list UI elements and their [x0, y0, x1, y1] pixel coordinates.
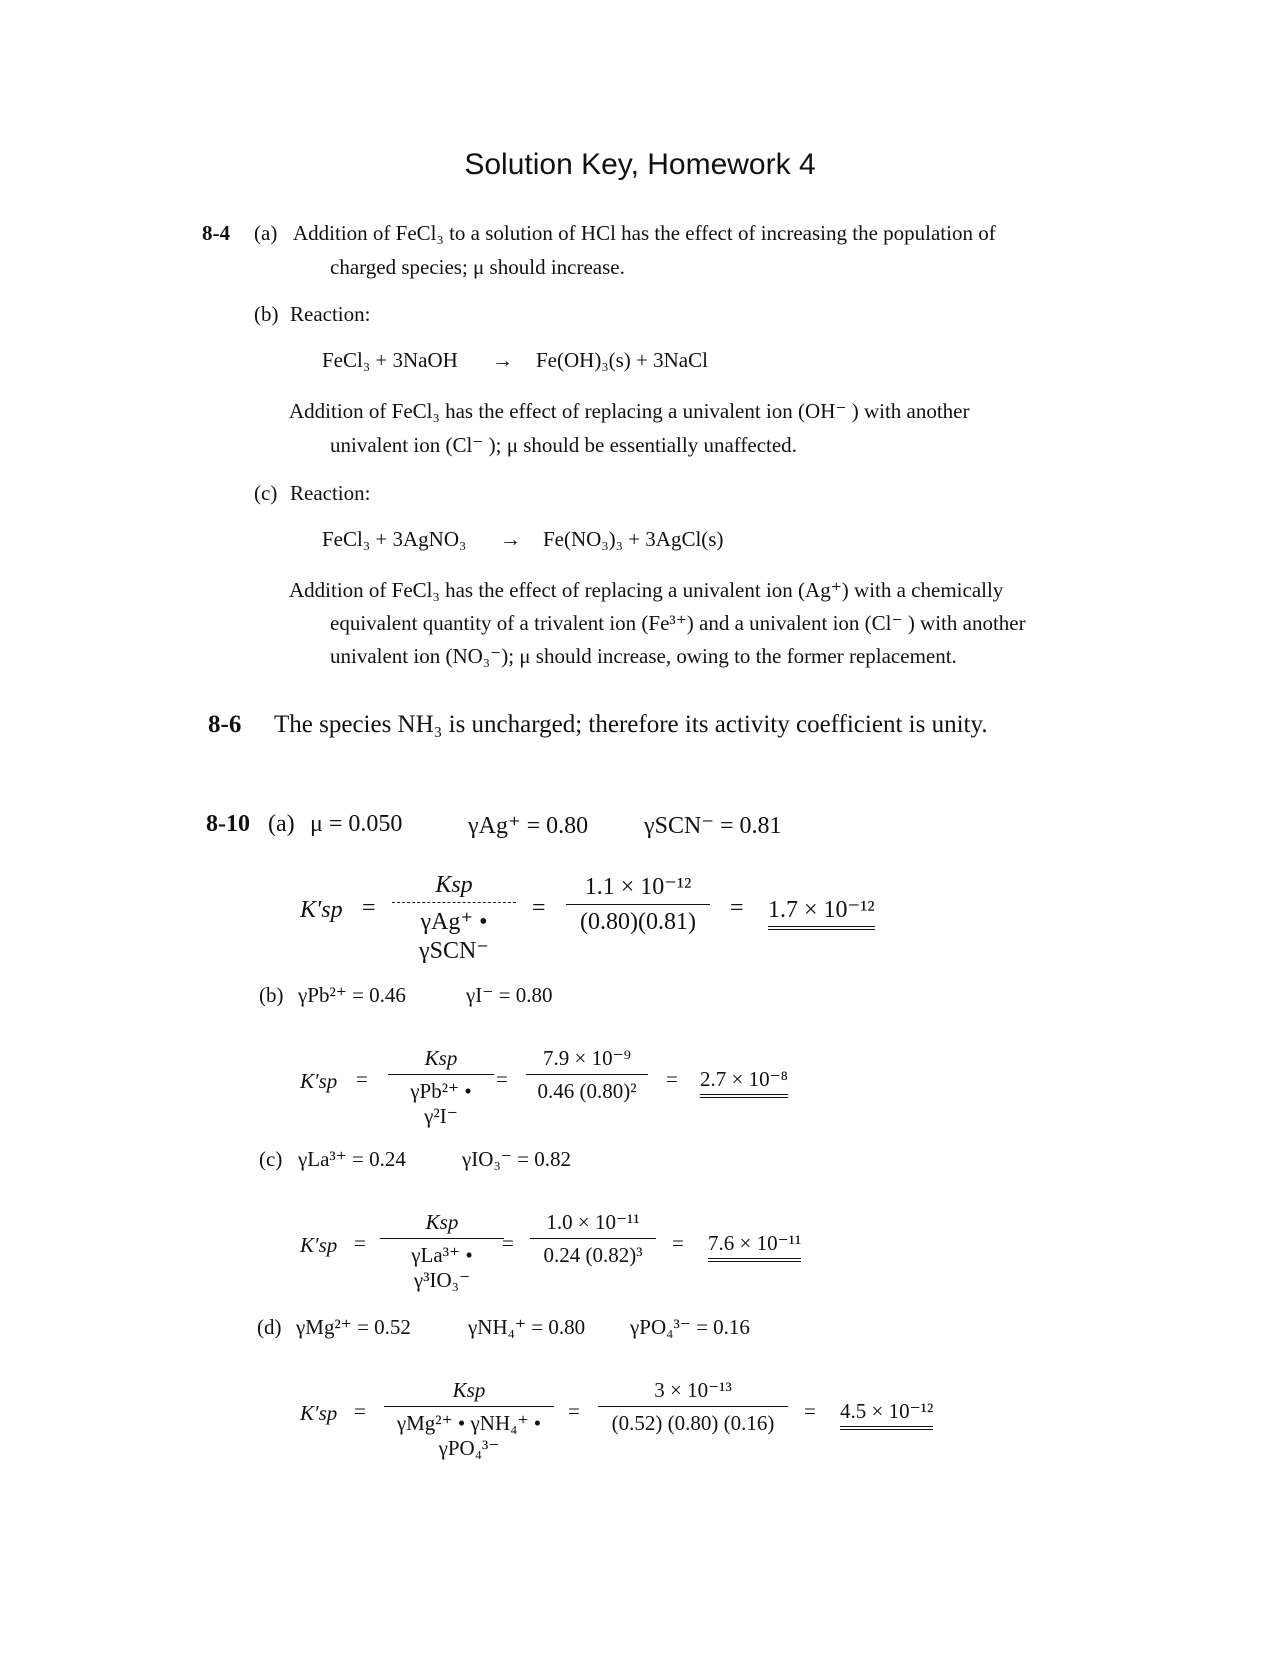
fraction-c1-den: γLa³⁺ • γ³IO₃⁻: [380, 1238, 504, 1293]
equals-d3: =: [804, 1399, 816, 1423]
fraction-c2-den: 0.24 (0.82)³: [530, 1238, 656, 1268]
p84-a-line1: Addition of FeCl₃ to a solution of HCl has the effect of increasing the population of: [293, 221, 996, 245]
part-tag-c-810: (c): [259, 1147, 283, 1171]
result-c: 7.6 × 10⁻¹¹: [708, 1231, 801, 1262]
equals-a2: =: [532, 895, 546, 921]
fraction-a1: [392, 872, 516, 965]
fraction-c2-num: 1.0 × 10⁻¹¹: [546, 1210, 640, 1234]
p84-b-line2: univalent ion (Cl⁻ ); μ should be essentially unaffected.: [330, 433, 797, 457]
problem-label-8-6: 8-6: [208, 711, 242, 738]
fraction-b2-den: 0.46 (0.80)²: [526, 1074, 648, 1104]
gamma-scn: γSCN⁻ = 0.81: [644, 813, 782, 839]
part-tag-b: (b): [254, 302, 279, 326]
fraction-b2: [526, 1046, 648, 1104]
ksp-prime-a: K′sp: [300, 897, 343, 923]
part-tag-d-810: (d): [257, 1315, 282, 1339]
gamma-po4: γPO₄³⁻ = 0.16: [630, 1315, 750, 1339]
p84-b-line1: Addition of FeCl₃ has the effect of replacing a univalent ion (OH⁻ ) with another: [289, 399, 970, 423]
part-tag-a-810: (a): [268, 811, 295, 837]
p84-c-head: Reaction:: [290, 481, 371, 505]
fraction-d1-num: Ksp: [452, 1378, 486, 1402]
ionic-strength-a: μ = 0.050: [310, 811, 403, 837]
p84-c-line1: Addition of FeCl₃ has the effect of replacing a univalent ion (Ag⁺) with a chemically: [289, 578, 1004, 602]
p86-text: The species NH₃ is uncharged; therefore its activity coefficient is unity.: [274, 711, 988, 738]
equals-c2: =: [502, 1231, 514, 1255]
ksp-prime-c: K′sp: [300, 1233, 338, 1257]
fraction-d1: [384, 1378, 554, 1461]
ksp-prime-d: K′sp: [300, 1401, 338, 1425]
page-title: Solution Key, Homework 4: [464, 148, 816, 181]
result-b: 2.7 × 10⁻⁸: [700, 1067, 788, 1098]
part-tag-c: (c): [254, 481, 278, 505]
fraction-a1-num: Ksp: [435, 872, 473, 898]
p84-c-line3: univalent ion (NO₃⁻); μ should increase, owing to the former replacement.: [330, 644, 957, 668]
p84-b-rhs: Fe(OH)₃(s) + 3NaCl: [536, 348, 708, 372]
equals-b2: =: [496, 1067, 508, 1091]
gamma-la: γLa³⁺ = 0.24: [298, 1147, 406, 1171]
part-tag-b-810: (b): [259, 983, 284, 1007]
p84-b-lhs: FeCl₃ + 3NaOH: [322, 348, 458, 372]
fraction-d2: [598, 1378, 788, 1436]
fraction-b1-den: γPb²⁺ • γ²I⁻: [388, 1074, 494, 1129]
fraction-b1-num: Ksp: [424, 1046, 458, 1070]
equals-b1: =: [356, 1067, 368, 1091]
gamma-io3: γIO₃⁻ = 0.82: [462, 1147, 571, 1171]
fraction-c1: [380, 1210, 504, 1293]
fraction-d2-num: 3 × 10⁻¹³: [654, 1378, 732, 1402]
p84-b-head: Reaction:: [290, 302, 371, 326]
equals-d1: =: [354, 1399, 366, 1423]
fraction-b2-num: 7.9 × 10⁻⁹: [543, 1046, 631, 1070]
fraction-a2-den: (0.80)(0.81): [566, 904, 710, 936]
reaction-arrow-c: →: [500, 527, 521, 551]
fraction-c1-num: Ksp: [425, 1210, 459, 1234]
p84-a-line2: charged species; μ should increase.: [330, 255, 625, 279]
fraction-a2: [566, 872, 710, 936]
part-tag-a: (a): [254, 221, 278, 245]
equals-b3: =: [666, 1067, 678, 1091]
result-d: 4.5 × 10⁻¹²: [840, 1399, 933, 1430]
gamma-nh4: γNH₄⁺ = 0.80: [468, 1315, 586, 1339]
fraction-a2-num: 1.1 × 10⁻¹²: [584, 874, 692, 900]
fraction-c2: [530, 1210, 656, 1268]
equals-d2: =: [568, 1399, 580, 1423]
gamma-mg: γMg²⁺ = 0.52: [296, 1315, 411, 1339]
gamma-ag: γAg⁺ = 0.80: [468, 813, 589, 839]
p84-c-rhs: Fe(NO₃)₃ + 3AgCl(s): [543, 527, 724, 551]
result-a: 1.7 × 10⁻¹²: [768, 895, 875, 930]
p84-c-line2: equivalent quantity of a trivalent ion (Fe³⁺) and a univalent ion (Cl⁻ ) with another: [330, 611, 1026, 635]
p84-c-lhs: FeCl₃ + 3AgNO₃: [322, 527, 467, 551]
equals-c3: =: [672, 1231, 684, 1255]
gamma-i: γI⁻ = 0.80: [466, 983, 553, 1007]
gamma-pb: γPb²⁺ = 0.46: [298, 983, 406, 1007]
fraction-d2-den: (0.52) (0.80) (0.16): [598, 1406, 788, 1436]
fraction-b1: [388, 1046, 494, 1129]
fraction-d1-den: γMg²⁺ • γNH₄⁺ • γPO₄³⁻: [384, 1406, 554, 1461]
equals-c1: =: [354, 1231, 366, 1255]
equals-a1: =: [362, 895, 376, 921]
fraction-a1-den: γAg⁺ • γSCN⁻: [392, 902, 516, 965]
problem-label-8-10: 8-10: [206, 811, 250, 837]
ksp-prime-b: K′sp: [300, 1069, 338, 1093]
problem-label-8-4: 8-4: [202, 221, 230, 245]
equals-a3: =: [730, 895, 744, 921]
reaction-arrow-b: →: [492, 348, 513, 372]
